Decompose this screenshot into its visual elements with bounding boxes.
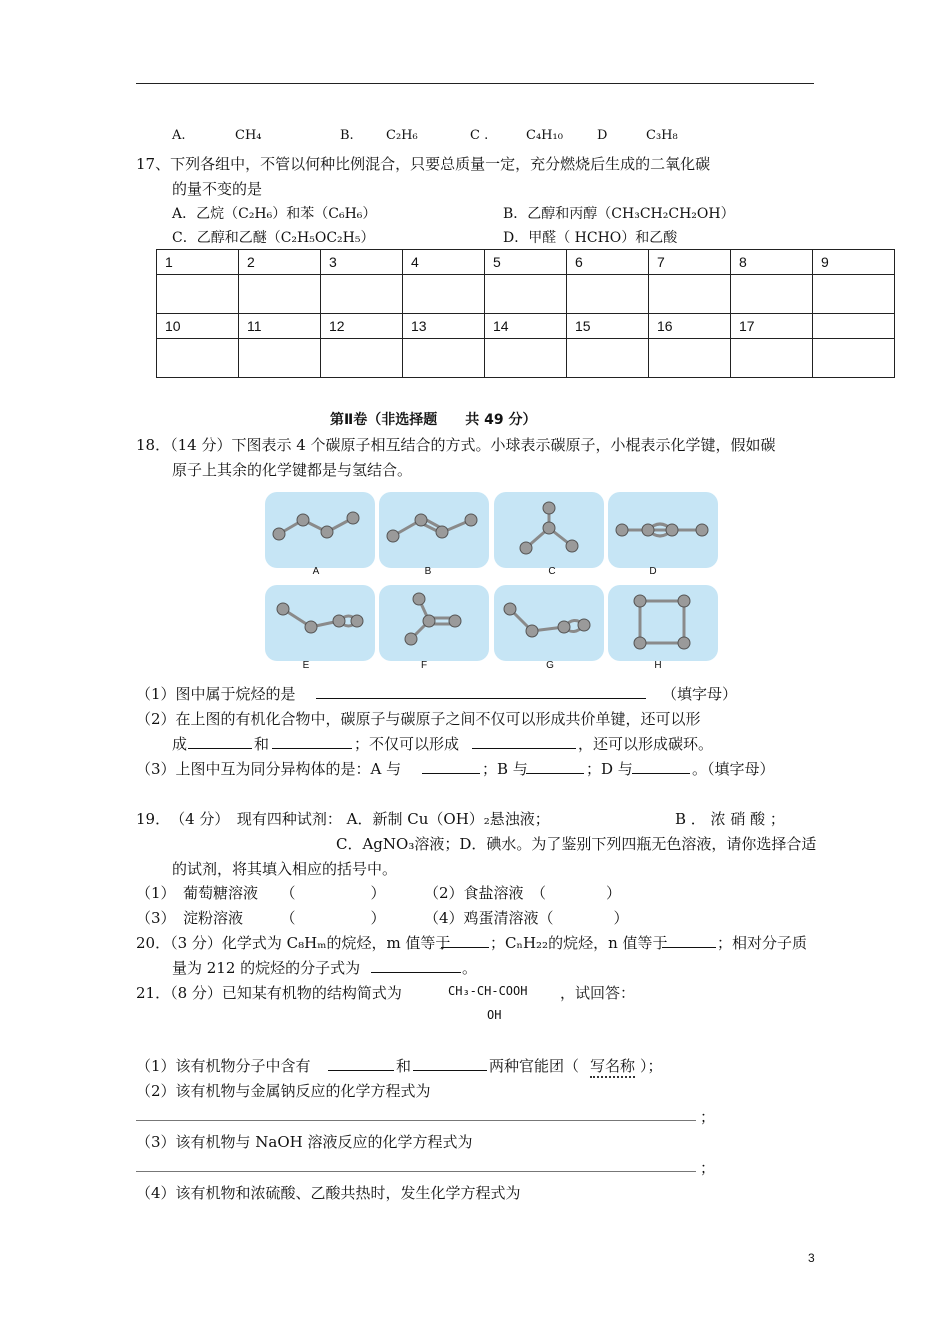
q21-part1-blank1[interactable]: [328, 1056, 394, 1071]
q20-text-d: 量为 212 的烷烃的分子式为: [172, 959, 361, 977]
table-cell: 16: [649, 314, 731, 339]
molecule-panel-f: [379, 585, 489, 661]
q19-item1: （1） 葡萄糖溶液 （ ）: [136, 884, 386, 902]
q18-part3-b: ；B 与: [482, 760, 528, 778]
q18-part2-blank3[interactable]: [472, 734, 576, 749]
molecule-f-model: [379, 585, 489, 661]
answer-cell[interactable]: [731, 275, 813, 314]
q21-part1-end: ）；: [640, 1057, 663, 1075]
q17-option-b: B．乙醇和丙醇（CH₃CH₂CH₂OH）: [503, 206, 735, 222]
panel-label-d: D: [649, 566, 657, 577]
table-cell: 5: [485, 250, 567, 275]
answer-cell[interactable]: [567, 339, 649, 378]
molecule-panel-h: [608, 585, 718, 661]
answer-cell[interactable]: [813, 339, 895, 378]
molecule-b-model: [379, 492, 489, 568]
q21-part3-text: （3）该有机物与 NaOH 溶液反应的化学方程式为: [136, 1133, 473, 1151]
table-cell: 9: [813, 250, 895, 275]
q16-option-d-label: D: [597, 128, 608, 143]
q20-blank-n[interactable]: [662, 933, 716, 948]
molecule-h-model: [608, 585, 718, 661]
molecule-c-model: [494, 492, 604, 568]
q17-stem-line1: 17、下列各组中，不管以何种比例混合，只要总质量一定，充分燃烧后生成的二氧化碳: [136, 155, 711, 173]
answer-table: [156, 249, 895, 378]
q21-part1-mid: 两种官能团（: [489, 1057, 580, 1075]
answer-cell[interactable]: [321, 339, 403, 378]
q16-option-b-value: C₂H₆: [386, 128, 418, 143]
q18-part2-and: 和: [254, 735, 270, 753]
q21-part3-semicolon: ；: [700, 1159, 716, 1177]
q18-part3-blank1[interactable]: [422, 759, 480, 774]
q21-part1-emph: 写名称: [590, 1055, 635, 1078]
q18-part3-hint: 。（填字母）: [692, 760, 775, 778]
panel-label-g: G: [546, 660, 554, 671]
panel-label-e: E: [302, 660, 310, 671]
answer-cell[interactable]: [649, 339, 731, 378]
panel-label-b: B: [424, 566, 432, 577]
q17-stem-line2: 的量不变的是: [172, 180, 263, 198]
q18-part2-blank1[interactable]: [188, 734, 252, 749]
q18-part1-text: （1）图中属于烷烃的是: [136, 685, 296, 703]
q21-part1-text: （1）该有机物分子中含有: [136, 1057, 311, 1075]
answer-cell[interactable]: [403, 275, 485, 314]
table-cell: 10: [157, 314, 239, 339]
molecule-panel-g: [494, 585, 604, 661]
q18-stem-line2: 原子上其余的化学键都是与氢结合。: [172, 461, 413, 479]
molecule-panel-a: [265, 492, 375, 568]
q18-part2-prefix: 成: [172, 735, 188, 753]
q21-part2-text: （2）该有机物与金属钠反应的化学方程式为: [136, 1082, 431, 1100]
molecule-panel-c: [494, 492, 604, 568]
answer-table-row: [157, 250, 895, 275]
panel-label-f: F: [420, 660, 428, 671]
answer-cell[interactable]: [157, 339, 239, 378]
molecule-d-model: [608, 492, 718, 568]
q19-line1-b: B ． 浓 硝 酸 ；: [675, 810, 785, 828]
q16-option-a-label: A.: [172, 128, 186, 143]
answer-cell[interactable]: [813, 275, 895, 314]
table-cell: 3: [321, 250, 403, 275]
q19-item3: （3） 淀粉溶液 （ ）: [136, 909, 386, 927]
q18-part3-blank2[interactable]: [526, 759, 584, 774]
q18-part1-blank[interactable]: [316, 684, 646, 699]
panel-label-c: C: [548, 566, 556, 577]
q21-part2-answer-line[interactable]: [136, 1106, 696, 1121]
table-cell: 13: [403, 314, 485, 339]
table-cell: 2: [239, 250, 321, 275]
section-2-title: 第Ⅱ卷（非选择题 共 49 分）: [330, 412, 537, 428]
table-cell: 4: [403, 250, 485, 275]
q16-option-c-value: C₄H₁₀: [526, 128, 563, 143]
table-cell: 7: [649, 250, 731, 275]
q18-part2-mid: ；不仅可以形成: [354, 735, 460, 753]
q18-stem-line1: 18．（14 分）下图表示 4 个碳原子相互结合的方式。小球表示碳原子，小棍表示化学键，假如碳: [136, 436, 776, 454]
table-cell: 11: [239, 314, 321, 339]
answer-cell[interactable]: [403, 339, 485, 378]
answer-cell[interactable]: [239, 339, 321, 378]
q18-part1-hint: （填字母）: [662, 685, 738, 703]
q19-line3: 的试剂，将其填入相应的括号中。: [172, 860, 398, 878]
answer-cell[interactable]: [731, 339, 813, 378]
q18-part3-text: （3）上图中互为同分异构体的是：A 与: [136, 760, 402, 778]
q16-option-a-value: CH₄: [235, 128, 262, 143]
q21-part1-blank2[interactable]: [413, 1056, 487, 1071]
q21-stem-end: ，试回答：: [560, 984, 636, 1002]
molecule-g-model: [494, 585, 604, 661]
q18-part2-text: （2）在上图的有机化合物中，碳原子与碳原子之间不仅可以形成共价单键，还可以形: [136, 710, 701, 728]
q19-line2: C．AgNO₃溶液；D．碘水。为了鉴别下列四瓶无色溶液，请你选择合适: [336, 835, 817, 853]
header-rule: [136, 83, 814, 84]
q17-option-d: D．甲醛（ HCHO）和乙酸: [503, 230, 678, 246]
answer-cell[interactable]: [321, 275, 403, 314]
molecule-a-model: [265, 492, 375, 568]
table-cell: 15: [567, 314, 649, 339]
q21-part3-answer-line[interactable]: [136, 1157, 696, 1172]
q19-item2: （2）食盐溶液 （ ）: [424, 884, 622, 902]
answer-cell[interactable]: [485, 275, 567, 314]
q18-part2-blank2[interactable]: [272, 734, 352, 749]
q21-part1-and: 和: [396, 1057, 412, 1075]
answer-table-row: [157, 275, 895, 314]
page-number: 3: [808, 1251, 815, 1265]
molecule-panel-b: [379, 492, 489, 568]
q17-option-a: A．乙烷（C₂H₆）和苯（C₆H₆）: [172, 206, 377, 222]
q20-text-a: 20．（3 分）化学式为 C₈Hₘ的烷烃，m 值等于: [136, 934, 451, 952]
q20-text-b: ；CₙH₂₂的烷烃，n 值等于: [490, 934, 668, 952]
answer-table-row: [157, 339, 895, 378]
q20-blank-formula[interactable]: [371, 958, 461, 973]
q18-part3-d: ；D 与: [586, 760, 633, 778]
panel-label-a: A: [312, 566, 320, 577]
q18-part3-blank3[interactable]: [632, 759, 690, 774]
panel-label-h: H: [654, 660, 662, 671]
molecule-e-model: [265, 585, 375, 661]
q16-option-c-label: C .: [470, 128, 489, 143]
q21-formula-oh: OH: [487, 1008, 502, 1022]
q20-text-c: ；相对分子质: [717, 934, 808, 952]
q20-blank-m[interactable]: [441, 933, 489, 948]
q20-text-e: 。: [462, 959, 478, 977]
q17-option-c: C．乙醇和乙醚（C₂H₅OC₂H₅）: [172, 230, 375, 246]
table-cell: 1: [157, 250, 239, 275]
answer-cell[interactable]: [649, 275, 731, 314]
molecule-panel-e: [265, 585, 375, 661]
answer-cell[interactable]: [485, 339, 567, 378]
answer-cell[interactable]: [567, 275, 649, 314]
q19-line1: 19． （4 分） 现有四种试剂： A．新制 Cu（OH）₂悬浊液；: [136, 810, 550, 828]
answer-cell[interactable]: [157, 275, 239, 314]
table-cell: 17: [731, 314, 813, 339]
molecule-panel-d: [608, 492, 718, 568]
table-cell: 12: [321, 314, 403, 339]
answer-table-row: [157, 314, 895, 339]
q16-option-d-value: C₃H₈: [646, 128, 678, 143]
q21-part2-semicolon: ；: [700, 1108, 716, 1126]
q19-item4: （4）鸡蛋清溶液（ ）: [424, 909, 629, 927]
table-cell: 8: [731, 250, 813, 275]
q18-part2-end: ，还可以形成碳环。: [578, 735, 714, 753]
q16-option-b-label: B.: [340, 128, 354, 143]
q21-stem: 21．（8 分）已知某有机物的结构简式为: [136, 984, 402, 1002]
table-cell: 6: [567, 250, 649, 275]
answer-cell[interactable]: [239, 275, 321, 314]
q21-part4-text: （4）该有机物和浓硫酸、乙酸共热时，发生化学方程式为: [136, 1184, 521, 1202]
table-cell: [813, 314, 895, 339]
table-cell: 14: [485, 314, 567, 339]
q21-formula: CH₃-CH-COOH: [448, 984, 528, 998]
